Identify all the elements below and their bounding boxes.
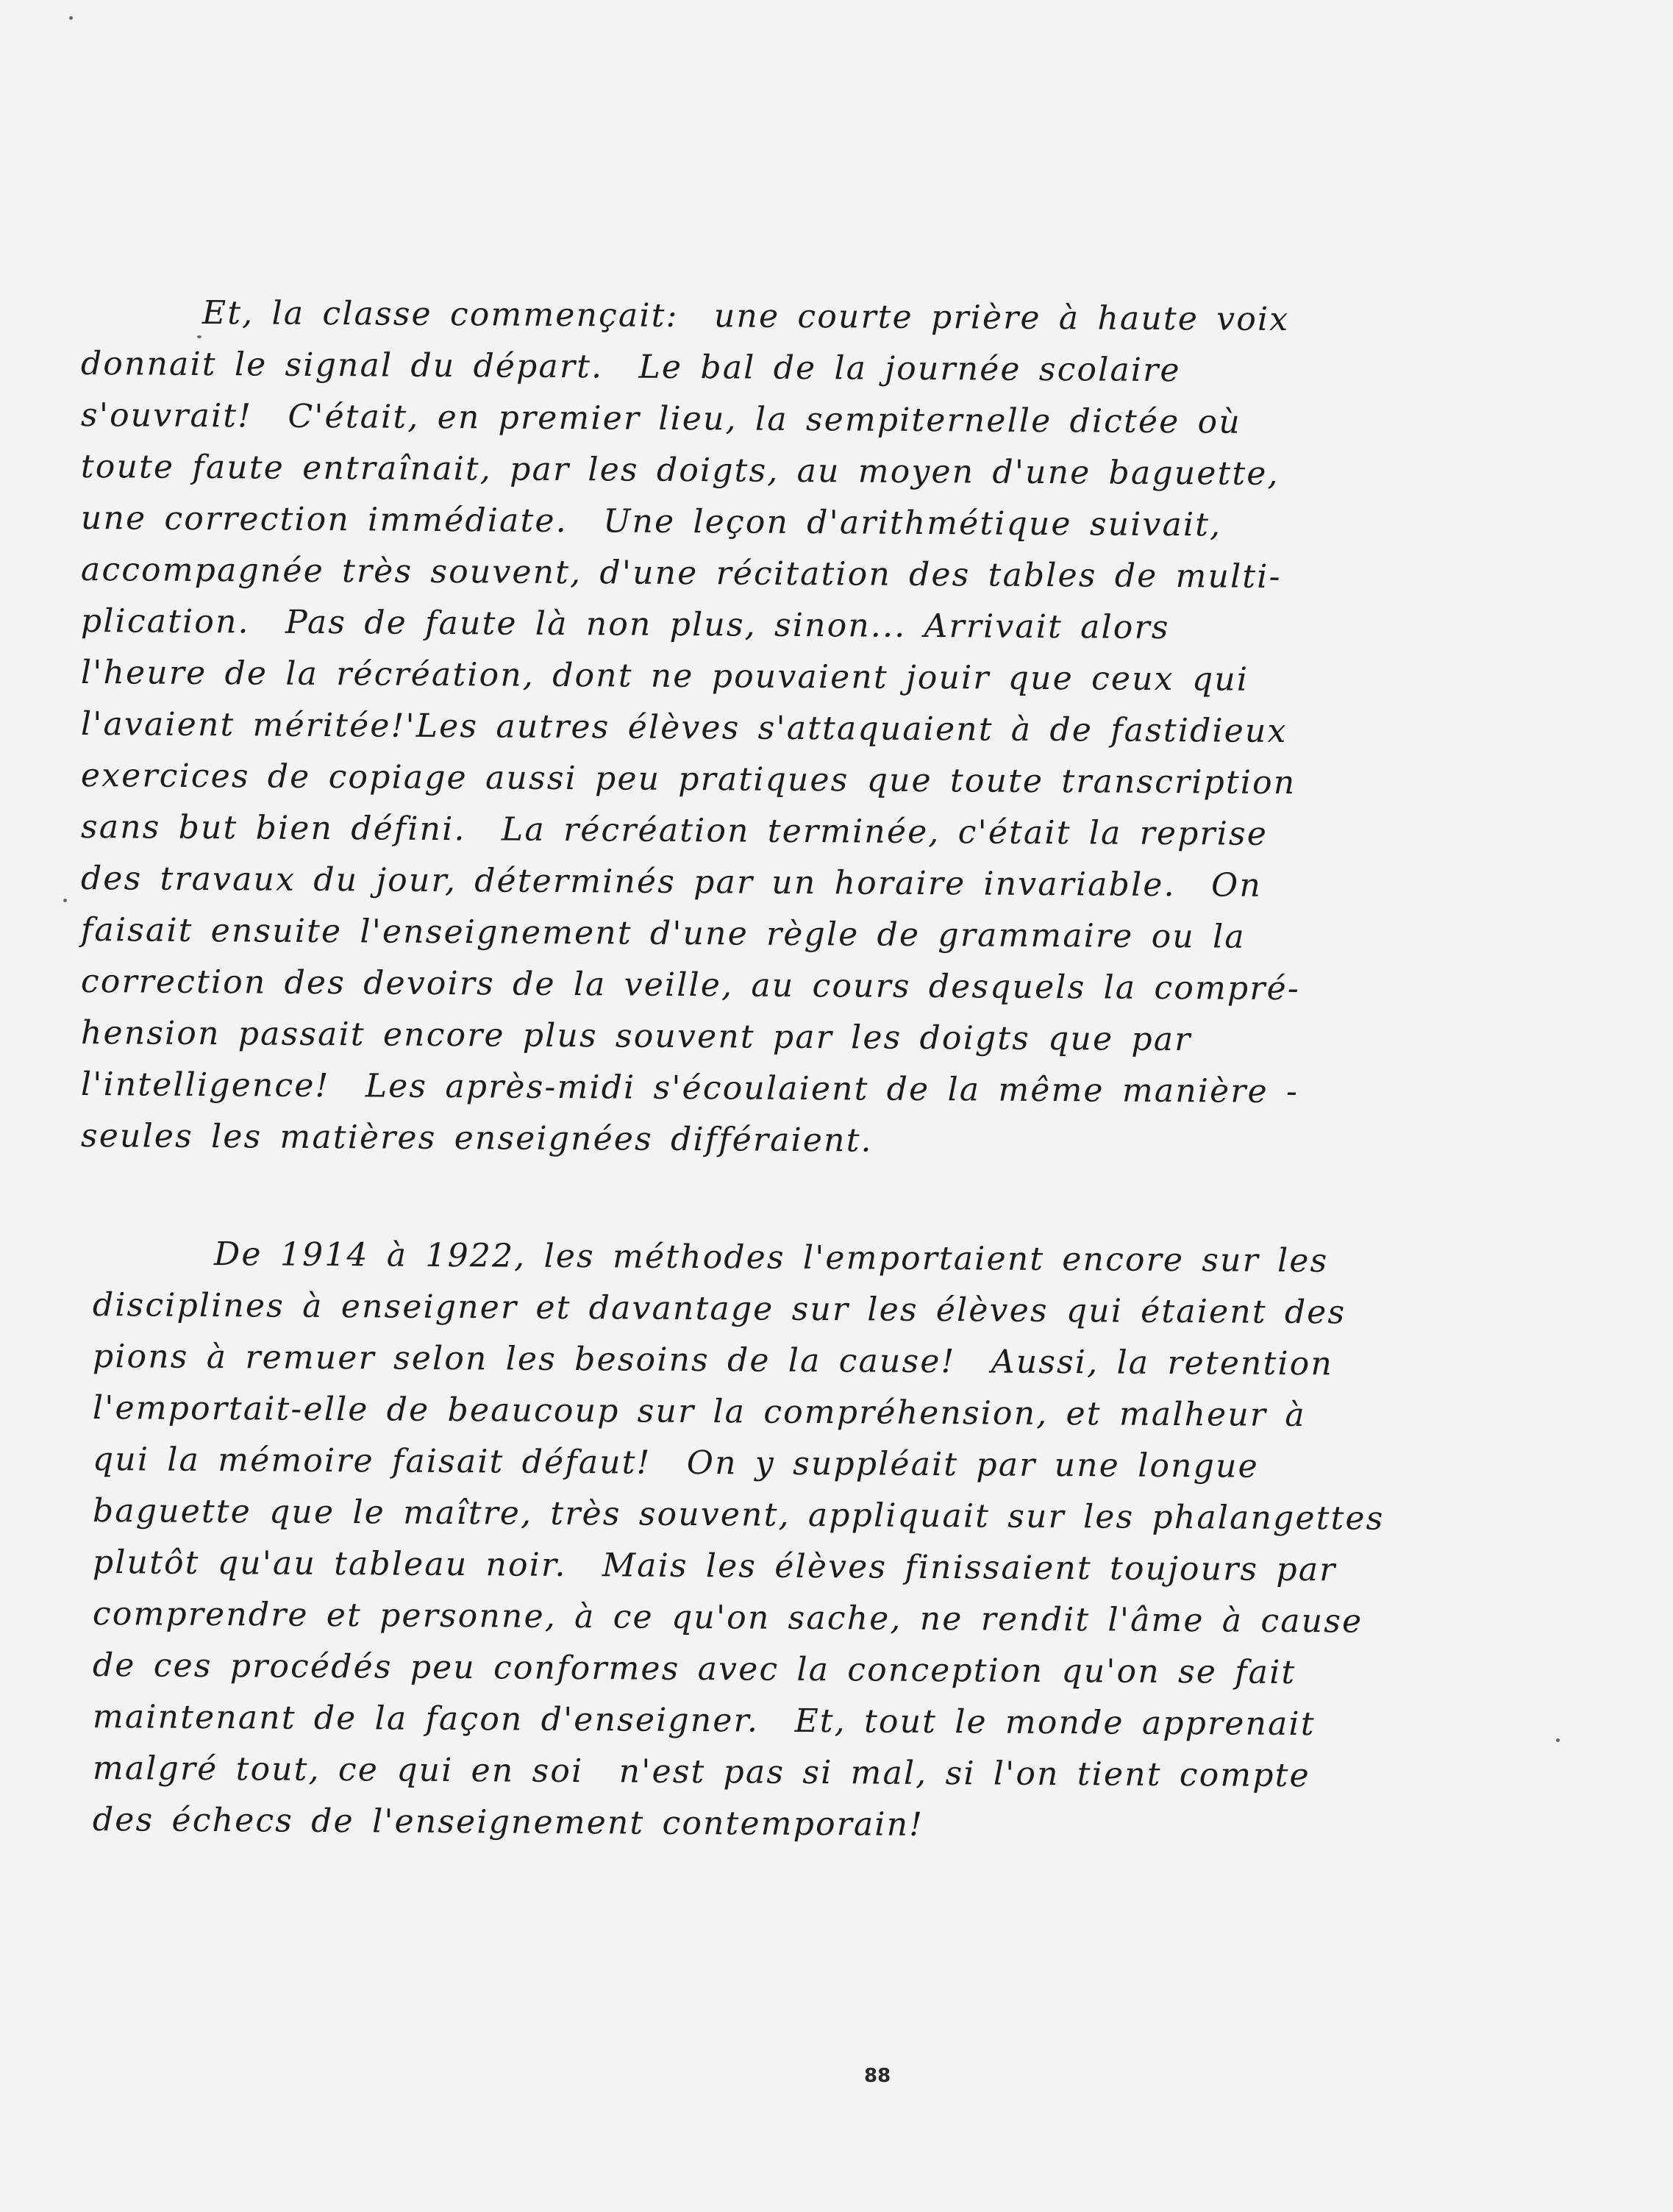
text-line: l'avaient méritée!'Les autres élèves s'attaquaient à de fastidieux	[80, 705, 1288, 751]
text-line: comprendre et personne, à ce qu'on sache, ne rendit l'âme à cause	[92, 1595, 1363, 1641]
text-line: exercices de copiage aussi peu pratiques que toute transcription	[80, 757, 1296, 802]
text-line: des travaux du jour, déterminés par un horaire invariable. On	[80, 860, 1263, 905]
paper-speck	[63, 899, 67, 902]
text-line: l'intelligence! Les après-midi s'écoulaient de la même manière -	[80, 1066, 1299, 1111]
paper-speck	[1556, 1738, 1560, 1742]
text-line: disciplines à enseigner et davantage sur les élèves qui étaient des	[92, 1286, 1346, 1332]
text-line: plication. Pas de faute là non plus, sinon... Arrivait alors	[80, 602, 1170, 647]
text-line: une correction immédiate. Une leçon d'arithmétique suivait,	[80, 499, 1222, 544]
text-line: plutôt qu'au tableau noir. Mais les élèves finissaient toujours par	[92, 1544, 1337, 1589]
text-line: des échecs de l'enseignement contemporain!	[92, 1801, 924, 1844]
text-line: malgré tout, ce qui en soi n'est pas si mal, si l'on tient compte	[92, 1749, 1310, 1795]
text-line: sans but bien défini. La récréation terminée, c'était la reprise	[80, 808, 1269, 853]
page-number: 88	[864, 2065, 891, 2087]
text-line: De 1914 à 1922, les méthodes l'emportaient encore sur les	[213, 1235, 1329, 1280]
text-line: faisait ensuite l'enseignement d'une règle de grammaire ou la	[80, 911, 1246, 956]
paper-speck	[197, 335, 201, 338]
text-line: s'ouvrait! C'était, en premier lieu, la sempiternelle dictée où	[80, 396, 1241, 441]
text-line: correction des devoirs de la veille, au cours desquels la compré-	[80, 963, 1301, 1008]
paper-speck	[69, 16, 73, 20]
text-line: accompagnée très souvent, d'une récitation des tables de multi-	[80, 551, 1282, 596]
text-line: toute faute entraînait, par les doigts, au moyen d'une baguette,	[80, 448, 1280, 493]
paragraph-classroom-routine	[81, 287, 1588, 1162]
text-line: donnait le signal du départ. Le bal de la journée scolaire	[80, 345, 1181, 390]
text-line: baguette que le maître, très souvent, appliquait sur les phalangettes	[92, 1492, 1385, 1538]
text-line: maintenant de la façon d'enseigner. Et, tout le monde apprenait	[92, 1698, 1316, 1744]
text-line: l'emportait-elle de beaucoup sur la compréhension, et malheur à	[92, 1389, 1306, 1435]
text-line: Et, la classe commençait: une courte prière à haute voix	[201, 294, 1290, 339]
paragraph-teaching-methods	[93, 1228, 1600, 1846]
text-line: hension passait encore plus souvent par les doigts que par	[80, 1014, 1192, 1059]
text-line: pions à remuer selon les besoins de la cause! Aussi, la retention	[92, 1338, 1334, 1383]
text-line: qui la mémoire faisait défaut! On y suppléait par une longue	[92, 1441, 1259, 1485]
text-line: seules les matières enseignées différaient.	[80, 1117, 873, 1160]
text-line: de ces procédés peu conformes avec la conception qu'on se fait	[92, 1646, 1296, 1691]
text-line: l'heure de la récréation, dont ne pouvaient jouir que ceux qui	[80, 654, 1249, 699]
